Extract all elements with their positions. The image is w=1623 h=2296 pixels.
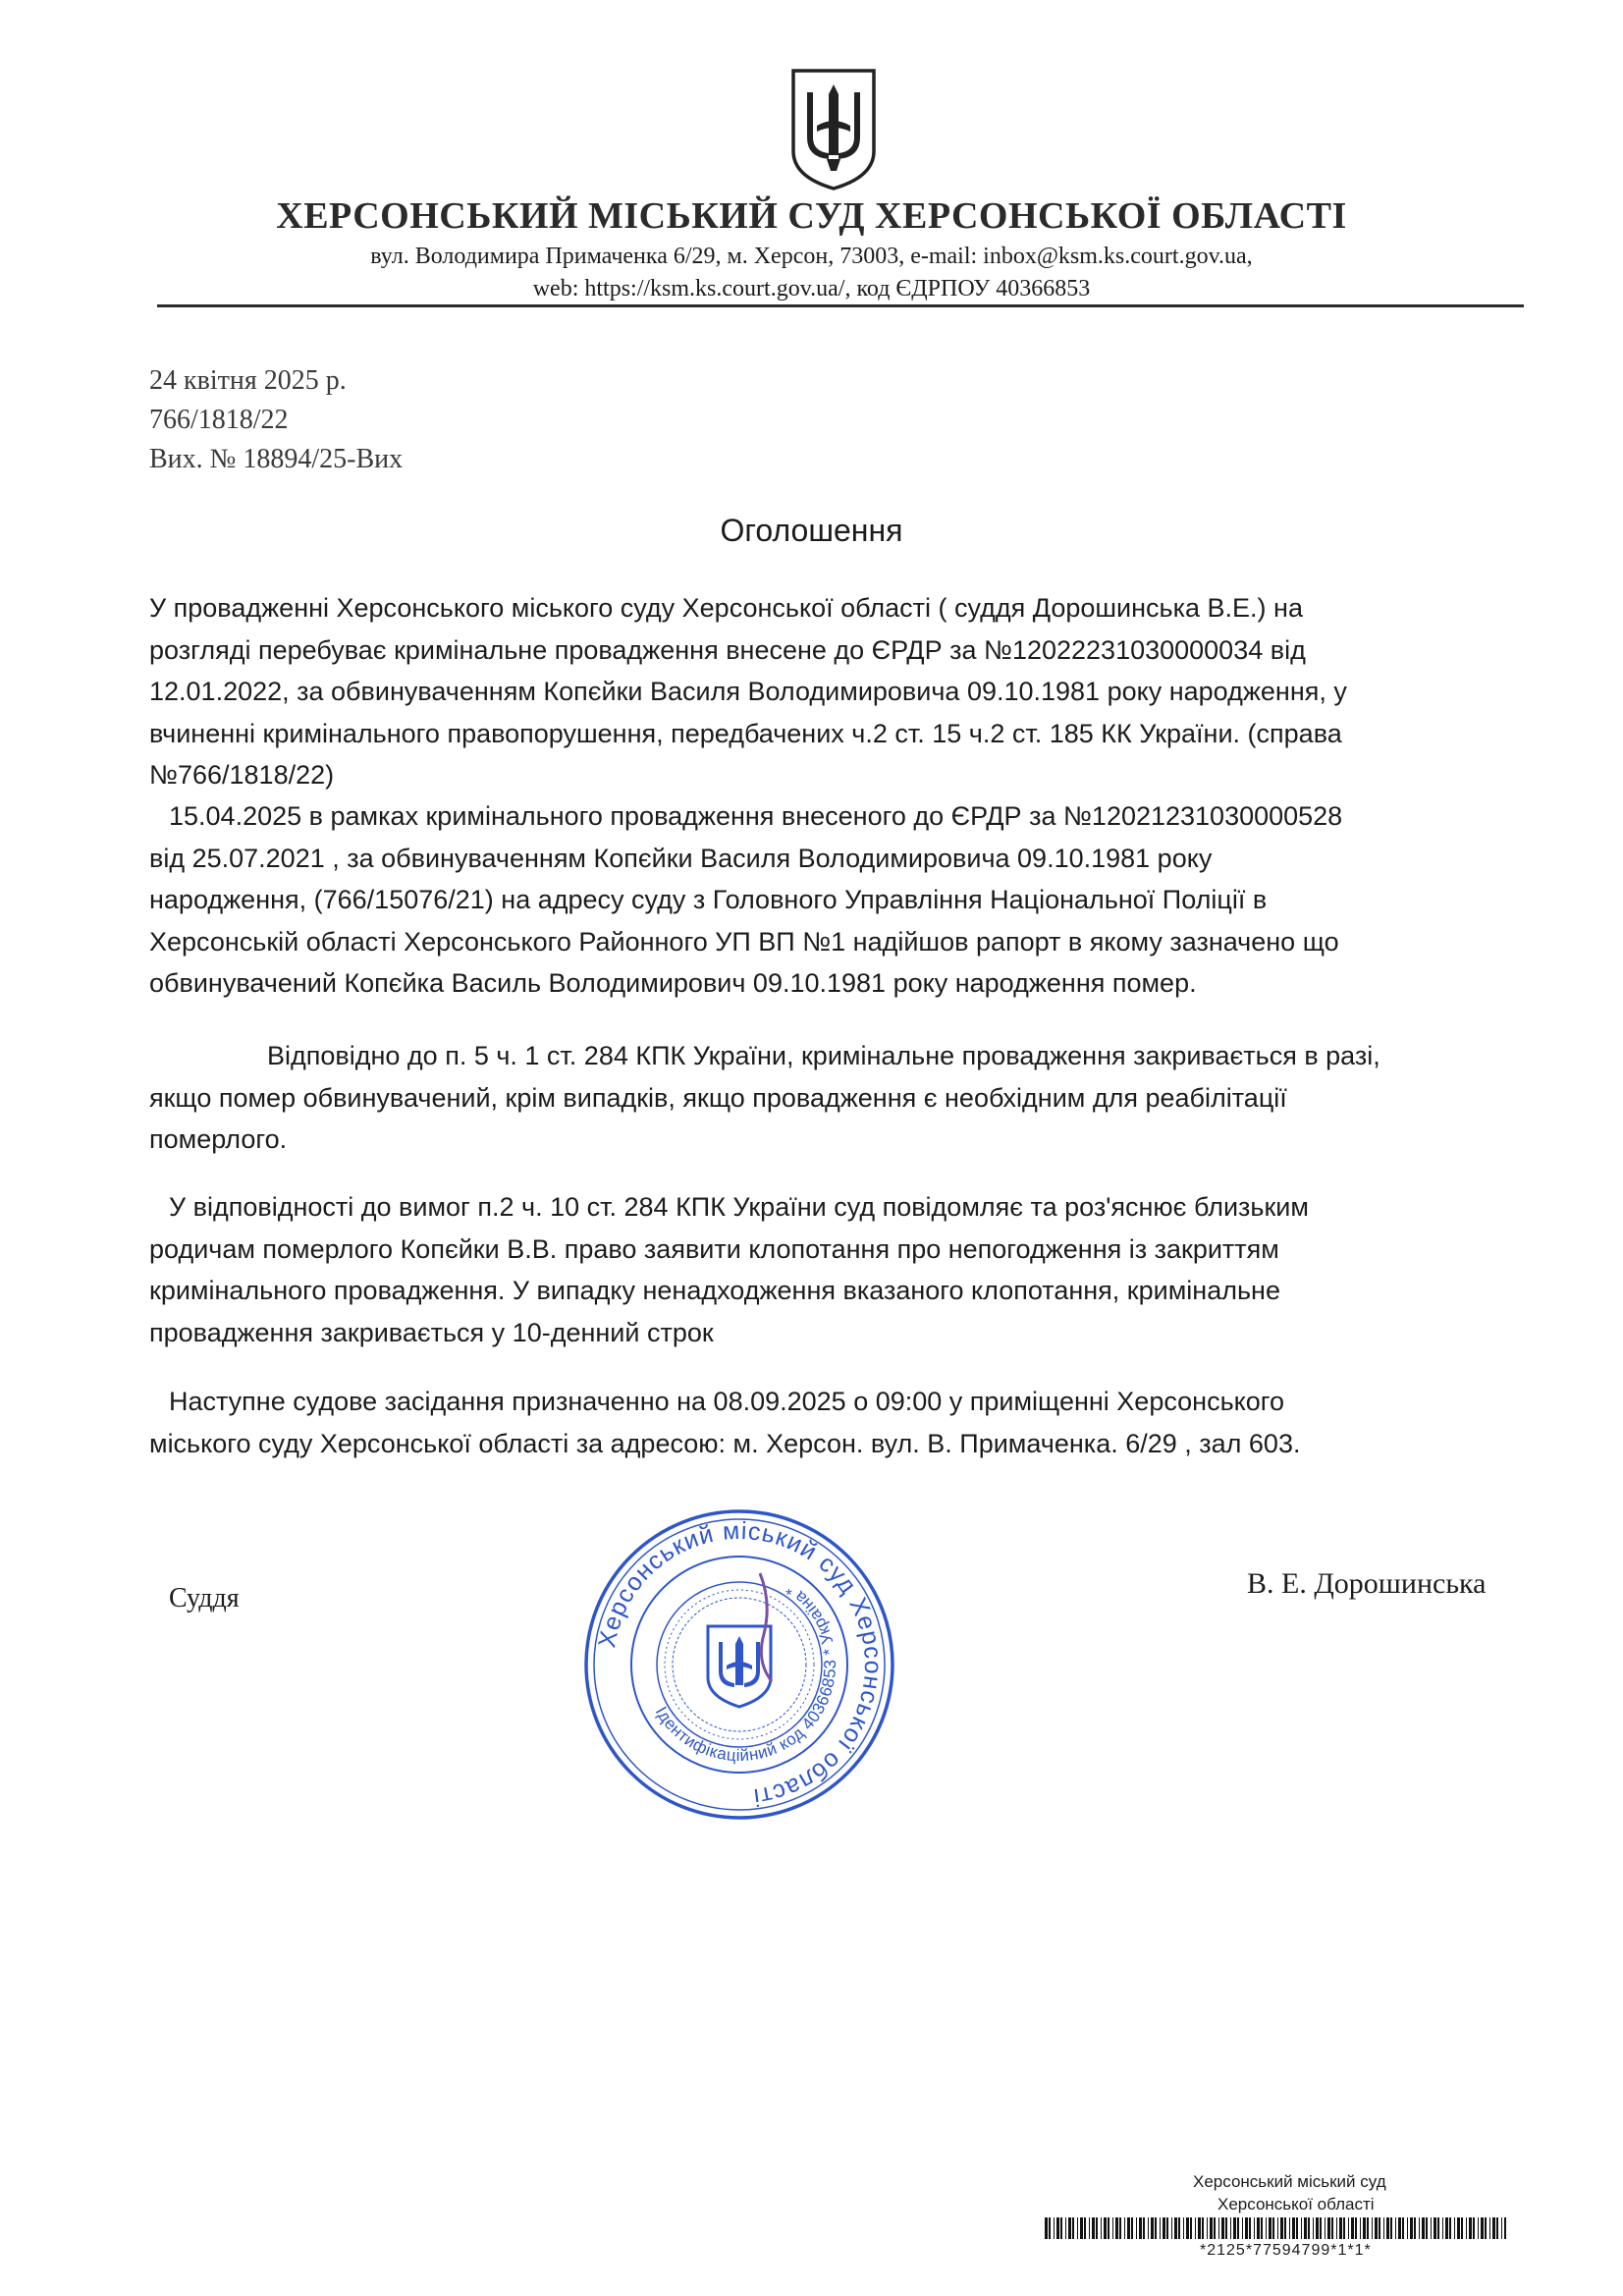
barcode-bar: [1331, 2217, 1333, 2239]
barcode-bar: [1457, 2217, 1460, 2239]
barcode-bar: [1190, 2217, 1192, 2239]
barcode-bar: [1127, 2217, 1130, 2239]
barcode-bar: [1077, 2217, 1078, 2239]
barcode-bar: [1445, 2217, 1448, 2239]
barcode-bar: [1218, 2217, 1219, 2239]
barcode-bar: [1068, 2217, 1071, 2239]
barcode-bar: [1414, 2217, 1416, 2239]
barcode-bar: [1461, 2217, 1463, 2239]
trident-coat-of-arms-icon: [787, 67, 880, 192]
court-name: ХЕРСОНСЬКИЙ МІСЬКИЙ СУД ХЕРСОНСЬКОЇ ОБЛАСТІ: [276, 195, 1347, 237]
barcode-bar: [1202, 2217, 1204, 2239]
barcode-bar: [1372, 2217, 1373, 2239]
barcode-bar: [1351, 2217, 1354, 2239]
paragraph-case-info: [149, 587, 1534, 796]
barcode-bar: [1104, 2217, 1107, 2239]
barcode-bar: [1198, 2217, 1201, 2239]
barcode-bar: [1422, 2217, 1425, 2239]
barcode-bar: [1336, 2217, 1337, 2239]
barcode-bar: [1454, 2217, 1455, 2239]
barcode-bar: [1195, 2217, 1196, 2239]
text-line: родичам померлого Копєйки В.В. право заявити клопотання про непогодження із закриттям: [149, 1233, 1279, 1264]
text-line: У відповідності до вимог п.2 ч. 10 ст. 284 КПК України суд повідомляє та роз'яснює близьким: [169, 1192, 1309, 1222]
barcode-bar: [1426, 2217, 1428, 2239]
barcode-icon: [1045, 2217, 1506, 2239]
registry-owner-line2: Херсонської області: [1217, 2195, 1375, 2214]
barcode-bar: [1108, 2217, 1109, 2239]
barcode-bar: [1289, 2217, 1290, 2239]
text-line: №766/1818/22): [149, 760, 335, 790]
registry-owner-line1: Херсонський міський суд: [1193, 2172, 1386, 2191]
barcode-bar: [1496, 2217, 1498, 2239]
barcode-bar: [1072, 2217, 1074, 2239]
barcode-bar: [1386, 2217, 1389, 2239]
barcode-bar: [1316, 2217, 1319, 2239]
barcode-bar: [1313, 2217, 1314, 2239]
barcode-bar: [1065, 2217, 1066, 2239]
judge-name: В. Е. Дорошинська: [1247, 1567, 1487, 1600]
barcode-bar: [1139, 2217, 1142, 2239]
barcode-bar: [1210, 2217, 1213, 2239]
barcode-bar: [1096, 2217, 1098, 2239]
barcode-bar: [1504, 2217, 1506, 2239]
barcode-bar: [1292, 2217, 1295, 2239]
barcode-bar: [1402, 2217, 1404, 2239]
barcode-bar: [1363, 2217, 1366, 2239]
barcode-bar: [1151, 2217, 1154, 2239]
svg-text:Ідентифікаційний код 40366853: Ідентифікаційний код 40366853 * Україна *: [651, 1579, 840, 1766]
paragraph-legal-basis: [149, 1035, 1534, 1161]
barcode-bar: [1249, 2217, 1251, 2239]
barcode-bar: [1431, 2217, 1432, 2239]
barcode-bar: [1237, 2217, 1239, 2239]
text-line: від 25.07.2021 , за обвинуваченням Копєйки Василя Володимировича 09.10.1981 року: [149, 843, 1213, 873]
barcode-bar: [1056, 2217, 1059, 2239]
judge-label: Суддя: [169, 1583, 240, 1613]
barcode-bar: [1183, 2217, 1184, 2239]
case-number: 766/1818/22: [149, 405, 289, 435]
barcode-bar: [1266, 2217, 1267, 2239]
barcode-bar: [1124, 2217, 1125, 2239]
barcode-bar: [1449, 2217, 1451, 2239]
text-line: Наступне судове засідання призначенно на 08.09.2025 о 09:00 у приміщенні Херсонського: [169, 1387, 1285, 1416]
barcode-bar: [1398, 2217, 1401, 2239]
barcode-bar: [1261, 2217, 1263, 2239]
barcode-bar: [1148, 2217, 1149, 2239]
barcode-bar: [1230, 2217, 1231, 2239]
barcode-bar: [1339, 2217, 1342, 2239]
barcode-bar: [1178, 2217, 1180, 2239]
text-line: міського суду Херсонської області за адресою: м. Херсон. вул. В. Примачeнка. 6/29 , зал 603.: [149, 1428, 1301, 1458]
text-line: Відповідно до п. 5 ч. 1 ст. 284 КПК України, кримінальне провадження закривається в разі,: [267, 1041, 1380, 1070]
barcode-bar: [1054, 2217, 1055, 2239]
barcode-bar: [1242, 2217, 1243, 2239]
barcode-bar: [1280, 2217, 1283, 2239]
barcode-bar: [1296, 2217, 1298, 2239]
barcode-bar: [1163, 2217, 1165, 2239]
text-line: Херсонській області Херсонського Районного УП ВП №1 надійшов рапорт в якому зазначено що: [149, 926, 1339, 957]
text-line: померлого.: [149, 1124, 288, 1154]
paragraph-report: [149, 795, 1534, 1005]
barcode-bar: [1136, 2217, 1137, 2239]
document-title: Оголошення: [720, 513, 903, 548]
barcode-bar: [1367, 2217, 1369, 2239]
barcode-bar: [1442, 2217, 1443, 2239]
text-line: народження, (766/15076/21) на адресу суду з Головного Управління Національної Поліції в: [149, 885, 1268, 914]
text-line: вчиненні кримінального правопорушення, передбачених ч.2 ст. 15 ч.2 ст. 185 КК України. (справа: [149, 718, 1342, 748]
barcode-bar: [1489, 2217, 1490, 2239]
barcode-bar: [1092, 2217, 1095, 2239]
barcode-bar: [1080, 2217, 1083, 2239]
barcode-bar: [1166, 2217, 1168, 2239]
text-line: У провадженні Херсонського міського суду Херсонської області ( суддя Дорошинська В.Е.) на: [149, 593, 1303, 623]
barcode-bar: [1174, 2217, 1177, 2239]
barcode-bar: [1272, 2217, 1274, 2239]
barcode-bar: [1171, 2217, 1172, 2239]
barcode-bar: [1304, 2217, 1307, 2239]
barcode-bar: [1049, 2217, 1051, 2239]
court-address: вул. Володимира Примачeнка 6/29, м. Херсон, 73003, e-mail: inbox@ksm.ks.court.gov.ua,: [370, 244, 1253, 269]
text-line: обвинувачений Копєйка Василь Володимирович 09.10.1981 року народження помер.: [149, 968, 1197, 998]
text-line: якщо помер обвинувачений, крім випадків, якщо провадження є необхідним для реабілітації: [149, 1082, 1287, 1113]
barcode-bar: [1269, 2217, 1271, 2239]
barcode-bar: [1084, 2217, 1086, 2239]
paragraph-next-hearing: [149, 1381, 1534, 1464]
barcode-bar: [1160, 2217, 1161, 2239]
barcode-bar: [1301, 2217, 1302, 2239]
barcode-bar: [1131, 2217, 1133, 2239]
barcode-bar: [1379, 2217, 1380, 2239]
barcode-bar: [1308, 2217, 1310, 2239]
barcode-bar: [1155, 2217, 1157, 2239]
barcode-bar: [1473, 2217, 1475, 2239]
barcode-bar: [1410, 2217, 1413, 2239]
barcode-bar: [1119, 2217, 1121, 2239]
barcode-bar: [1466, 2217, 1467, 2239]
barcode-bar: [1284, 2217, 1286, 2239]
barcode-bar: [1320, 2217, 1322, 2239]
text-line: кримінального провадження. У випадку ненадходження вказаного клопотання, кримінальне: [149, 1276, 1280, 1305]
barcode-bar: [1277, 2217, 1278, 2239]
barcode-bar: [1327, 2217, 1330, 2239]
text-line: 15.04.2025 в рамках кримінального провадження внесеного до ЄРДР за №12021231030000528: [169, 801, 1343, 831]
barcode-bar: [1437, 2217, 1439, 2239]
svg-text:Херсонський міський суд Херсон: Херсонський міський суд Херсонської області: [593, 1516, 888, 1812]
barcode-bar: [1101, 2217, 1102, 2239]
barcode-bar: [1214, 2217, 1216, 2239]
barcode-bar: [1207, 2217, 1208, 2239]
barcode-bar: [1355, 2217, 1357, 2239]
paragraph-notice-to-relatives: [149, 1186, 1534, 1353]
barcode-bar: [1221, 2217, 1224, 2239]
barcode-bar: [1343, 2217, 1345, 2239]
barcode-bar: [1143, 2217, 1145, 2239]
barcode-bar: [1375, 2217, 1378, 2239]
barcode-bar: [1478, 2217, 1479, 2239]
barcode-text: *2125*77594799*1*1*: [1200, 2242, 1372, 2259]
barcode-bar: [1407, 2217, 1408, 2239]
barcode-bar: [1383, 2217, 1384, 2239]
document-date: 24 квітня 2025 р.: [149, 365, 347, 396]
barcode-bar: [1115, 2217, 1118, 2239]
barcode-bar: [1492, 2217, 1495, 2239]
barcode-bar: [1501, 2217, 1502, 2239]
text-line: провадження закривається у 10-денний строк: [149, 1317, 714, 1347]
barcode-bar: [1469, 2217, 1472, 2239]
text-line: розгляді перебуває кримінальне провадження внесене до ЄРДР за №12022231030000034 від: [149, 634, 1306, 665]
court-web-and-code: web: https://ksm.ks.court.gov.ua/, код ЄДРПОУ 40366853: [532, 276, 1091, 301]
barcode-bar: [1060, 2217, 1062, 2239]
barcode-bar: [1434, 2217, 1436, 2239]
text-line: 12.01.2022, за обвинуваченням Копєйки Василя Володимировича 09.10.1981 року народження, у: [149, 677, 1347, 706]
barcode-bar: [1225, 2217, 1227, 2239]
barcode-bar: [1257, 2217, 1260, 2239]
barcode-bar: [1485, 2217, 1487, 2239]
barcode-bar: [1045, 2217, 1048, 2239]
barcode-bar: [1233, 2217, 1236, 2239]
outgoing-number: Вих. № 18894/25-Вих: [149, 444, 404, 474]
official-stamp-icon: [579, 1504, 899, 1825]
barcode-bar: [1390, 2217, 1392, 2239]
barcode-bar: [1395, 2217, 1396, 2239]
barcode-bar: [1360, 2217, 1361, 2239]
barcode-bar: [1348, 2217, 1349, 2239]
barcode-bar: [1089, 2217, 1090, 2239]
header-divider: [157, 304, 1524, 307]
barcode-bar: [1254, 2217, 1255, 2239]
barcode-bar: [1245, 2217, 1248, 2239]
barcode-bar: [1419, 2217, 1420, 2239]
barcode-bar: [1481, 2217, 1484, 2239]
barcode-bar: [1186, 2217, 1189, 2239]
barcode-bar: [1112, 2217, 1113, 2239]
